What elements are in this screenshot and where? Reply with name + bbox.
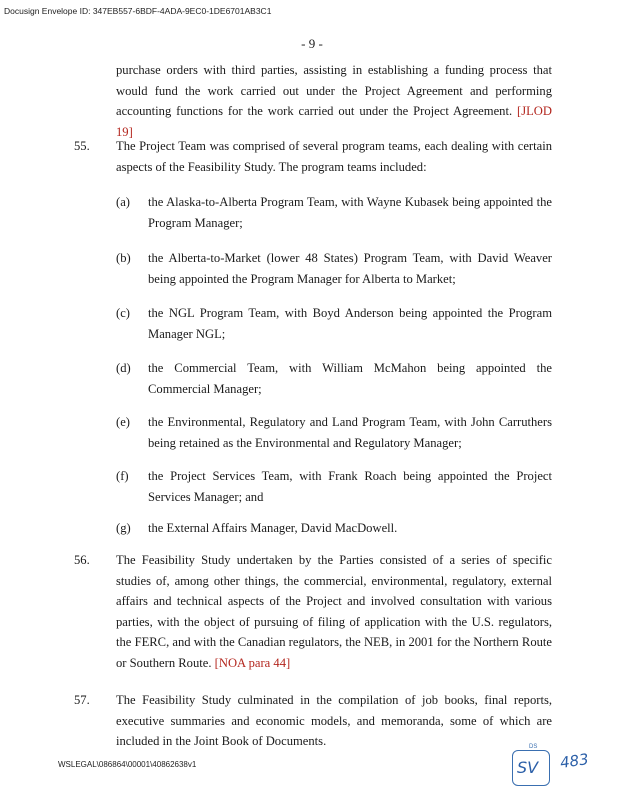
item-d-text: the Commercial Team, with William McMahon being appointed the Commercial Manager;	[148, 361, 552, 396]
item-c-text: the NGL Program Team, with Boyd Anderson being appointed the Program Manager NGL;	[148, 306, 552, 341]
item-f-text: the Project Services Team, with Frank Roach being appointed the Project Services Manager; and	[148, 469, 552, 504]
docusign-envelope-id: Docusign Envelope ID: 347EB557-6BDF-4ADA-9EC0-1DE6701AB3C1	[4, 6, 272, 16]
paragraph-56-text: The Feasibility Study undertaken by the Parties consisted of a series of specific studies of, among other things, the commercial, environmental, regulatory, external affairs and technical aspects of the Project and involved consultation with various parties, with the object of pursuing of filing of application with the U.S. regulators, the FERC, and with the Canadian regulators, the NEB, in 2001 for the Northern Route or Southern Route.	[116, 553, 552, 670]
item-b-text: the Alberta-to-Market (lower 48 States) Program Team, with David Weaver being appointed the Program Manager for Alberta to Market;	[148, 251, 552, 286]
item-g-text: the External Affairs Manager, David MacDowell.	[148, 521, 398, 535]
item-b-label: (b)	[116, 251, 131, 265]
continuation-paragraph	[116, 60, 552, 142]
paragraph-55-number: 55.	[74, 139, 90, 153]
page-number: - 9 -	[301, 36, 323, 51]
paragraph-56-number: 56.	[74, 553, 90, 567]
item-a-label: (a)	[116, 195, 130, 209]
item-c-label: (c)	[116, 306, 130, 320]
reference-noa: [NOA para 44]	[214, 655, 291, 670]
continuation-text: purchase orders with third parties, assisting in establishing a funding process that would fund the work carried out under the Project Agreement and performing accounting functions for the work carried out under the Project Agreement.	[116, 63, 552, 118]
item-e-label: (e)	[116, 415, 130, 429]
paragraph-55-text: The Project Team was comprised of several program teams, each dealing with certain aspects of the Feasibility Study. The program teams included:	[116, 139, 552, 174]
paragraph-57-text: The Feasibility Study culminated in the compilation of job books, final reports, executive summaries and economic models, and memoranda, some of which are included in the Joint Book of Documents.	[116, 693, 552, 748]
handwritten-page-note: 483	[558, 750, 590, 772]
item-a-text: the Alaska-to-Alberta Program Team, with Wayne Kubasek being appointed the Program Manager;	[148, 195, 552, 230]
item-d-label: (d)	[116, 361, 131, 375]
paragraph-57-number: 57.	[74, 693, 90, 707]
footer-document-id: WSLEGAL\086864\00001\40862638v1	[58, 760, 197, 769]
docusign-ds-label: DS	[529, 744, 538, 750]
item-g-label: (g)	[116, 521, 131, 535]
item-f-label: (f)	[116, 469, 129, 483]
reference-jlod: [JLOD 19]	[116, 104, 552, 139]
paragraph-56	[116, 550, 552, 673]
item-e-text: the Environmental, Regulatory and Land Program Team, with John Carruthers being retained as the Environmental and Regulatory Manager;	[148, 415, 552, 450]
signer-initials: SV	[517, 758, 539, 777]
